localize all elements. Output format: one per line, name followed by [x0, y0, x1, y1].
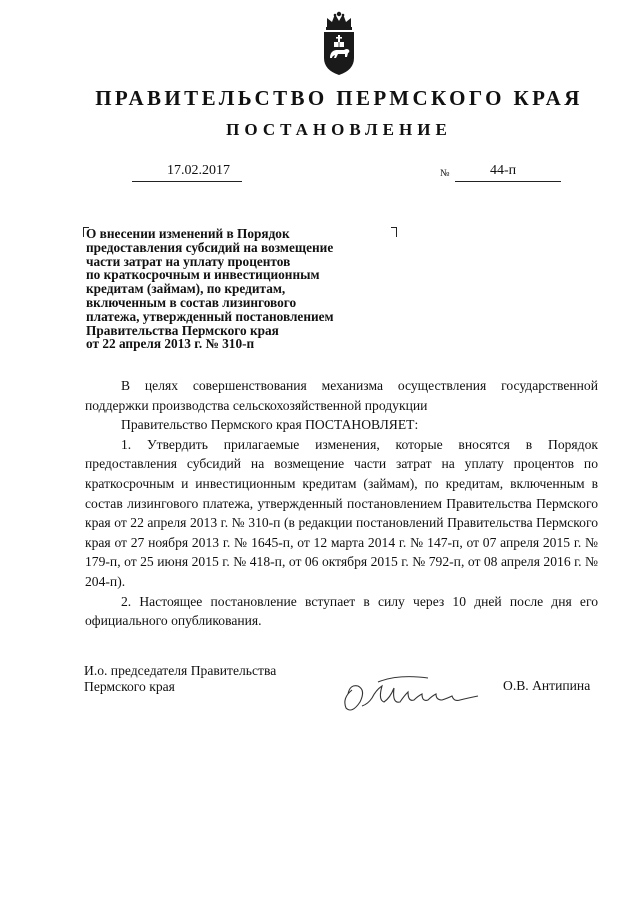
subject-line: О внесении изменений в Порядок — [86, 226, 290, 241]
subject-line: от 22 апреля 2013 г. № 310-п — [86, 336, 255, 352]
document-type: ПОСТАНОВЛЕНИЕ — [226, 120, 452, 139]
number-sign: № — [440, 168, 450, 179]
subject-line: части затрат на уплату процентов — [86, 253, 291, 269]
document-body — [85, 376, 598, 631]
government-title: ПРАВИТЕЛЬСТВО ПЕРМСКОГО КРАЯ — [95, 86, 583, 110]
subject-bracket-left — [83, 227, 89, 237]
subject-line: предоставления субсидий на возмещение — [86, 239, 334, 255]
item-1-paragraph: 1. Утвердить прилагаемые изменения, которые вносятся в Порядок предоставления субсидий на возмещение части затрат на уплату процентов по краткосрочным и инвестиционным кредитам (займам), по кредитам, включенным в состав лизингового платежа, утвержденный постановлением Правительства Пермского края от 22 апреля 2013 г. № 310-п (в редакции постановлений Правительства Пермского края от 27 ноября 2013 г. № 1645-п, от 12 марта 2014 г. № 147-п, от 07 апреля 2015 г. № 179-п, от 25 июня 2015 г. № 418-п, от 06 октября 2015 г. № 792-п, от 08 апреля 2016 г. № 204-п). — [85, 436, 598, 589]
signatory-position — [84, 663, 276, 695]
subject-line: кредитам (займам), по кредитам, — [86, 281, 286, 297]
signatory-position-line: И.о. председателя Правительства — [84, 663, 277, 678]
document-date: 17.02.2017 — [132, 162, 242, 182]
subject-line: включенным в состав лизингового — [86, 294, 297, 310]
preamble-paragraph: В целях совершенствования механизма осуществления государственной поддержки производства сельскохозяйственной продукции — [85, 378, 598, 413]
handwritten-signature — [338, 660, 498, 720]
signatory-name: О.В. Антипина — [503, 678, 591, 693]
item-2-paragraph: 2. Настоящее постановление вступает в силу через 10 дней после дня его официального опубликования. — [85, 593, 598, 629]
resolves-paragraph: Правительство Пермского края ПОСТАНОВЛЯЕТ: — [121, 417, 419, 433]
subject-line: Правительства Пермского края — [86, 322, 279, 338]
document-number: 44-п — [455, 162, 561, 182]
signatory-position-line: Пермского края — [84, 679, 175, 694]
document-subject — [86, 227, 376, 351]
subject-line: по краткосрочным и инвестиционным — [86, 267, 320, 283]
subject-bracket-right — [391, 227, 397, 237]
subject-line: платежа, утвержденный постановлением — [86, 308, 334, 324]
perm-krai-coat-of-arms-icon — [316, 10, 362, 76]
